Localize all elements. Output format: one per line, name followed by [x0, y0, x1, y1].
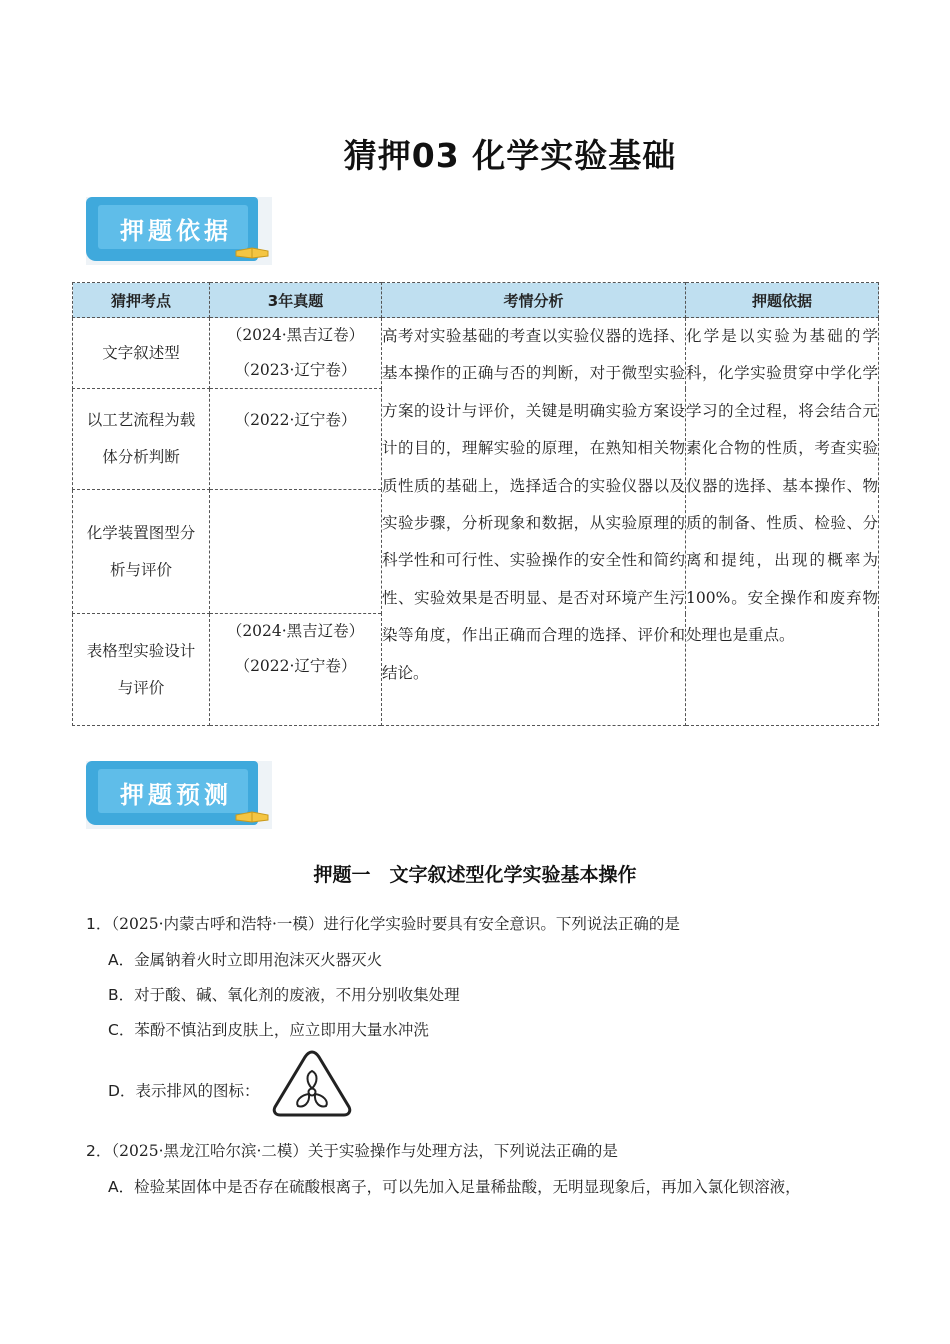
table-header-row — [73, 283, 879, 318]
topic-cell: 以工艺流程为载 体分析判断 — [73, 389, 210, 490]
question-1-option-b: B．对于酸、碱、氧化剂的废液，不用分别收集处理 — [108, 986, 460, 1004]
header-years: 3年真题 — [210, 283, 382, 318]
table-row — [73, 318, 879, 389]
header-basis: 押题依据 — [686, 283, 879, 318]
basis-table — [72, 282, 879, 726]
question-1-stem: 1．（2025·内蒙古呼和浩特·一模）进行化学实验时要具有安全意识。下列说法正确的是 — [86, 915, 680, 933]
question-1-option-a: A．金属钠着火时立即用泡沫灭火器灭火 — [108, 951, 383, 969]
years-cell: （2024·黑吉辽卷） （2023·辽宁卷） — [210, 318, 382, 389]
topic-cell: 表格型实验设计 与评价 — [73, 614, 210, 726]
exhaust-fan-icon — [270, 1049, 354, 1117]
banner-basis — [86, 197, 272, 265]
analysis-cell: 高考对实验基础的考查以实验仪器的选择、基本操作的正确与否的判断，对于微型实验方案的设计与评价，关键是明确实验方案设计的目的，理解实验的原理，在熟知相关物质性质的基础上，选择适合的实验仪器以及实验步骤，分析现象和数据，从实验原理的科学性和可行性、实验操作的安全性和简约性、实验效果是否明显、是否对环境产生污染等角度，作出正确而合理的选择、评价和结论。 — [382, 318, 686, 726]
question-1-option-d: D．表示排风的图标： — [108, 1082, 260, 1100]
years-cell: （2024·黑吉辽卷） （2022·辽宁卷） — [210, 614, 382, 726]
book-icon — [234, 811, 270, 823]
topic-cell: 文字叙述型 — [73, 318, 210, 389]
book-icon — [234, 247, 270, 259]
years-cell: （2022·辽宁卷） — [210, 389, 382, 490]
years-cell — [210, 490, 382, 614]
topic-cell: 化学装置图型分 析与评价 — [73, 490, 210, 614]
banner-predict — [86, 761, 272, 829]
question-2-option-a: A．检验某固体中是否存在硫酸根离子，可以先加入足量稀盐酸，无明显现象后，再加入氯化钡溶液， — [108, 1178, 801, 1196]
banner-predict-label: 押题预测 — [120, 781, 232, 809]
banner-basis-label: 押题依据 — [120, 217, 232, 245]
question-2-stem: 2．（2025·黑龙江哈尔滨·二模）关于实验操作与处理方法，下列说法正确的是 — [86, 1142, 618, 1160]
header-analysis: 考情分析 — [382, 283, 686, 318]
section-title: 押题一 文字叙述型化学实验基本操作 — [313, 864, 637, 886]
basis-cell: 化学是以实验为基础的学科，化学实验贯穿中学化学学习的全过程，将会结合元素化合物的性质，考查实验仪器的选择、基本操作、物质的制备、性质、检验、分离和提纯，出现的概率为100%。安全操作和废弃物处理也是重点。 — [686, 318, 879, 726]
page-title: 猜押03 化学实验基础 — [343, 136, 677, 175]
question-1-option-c: C．苯酚不慎沾到皮肤上，应立即用大量水冲洗 — [108, 1021, 429, 1039]
header-topic: 猜押考点 — [73, 283, 210, 318]
